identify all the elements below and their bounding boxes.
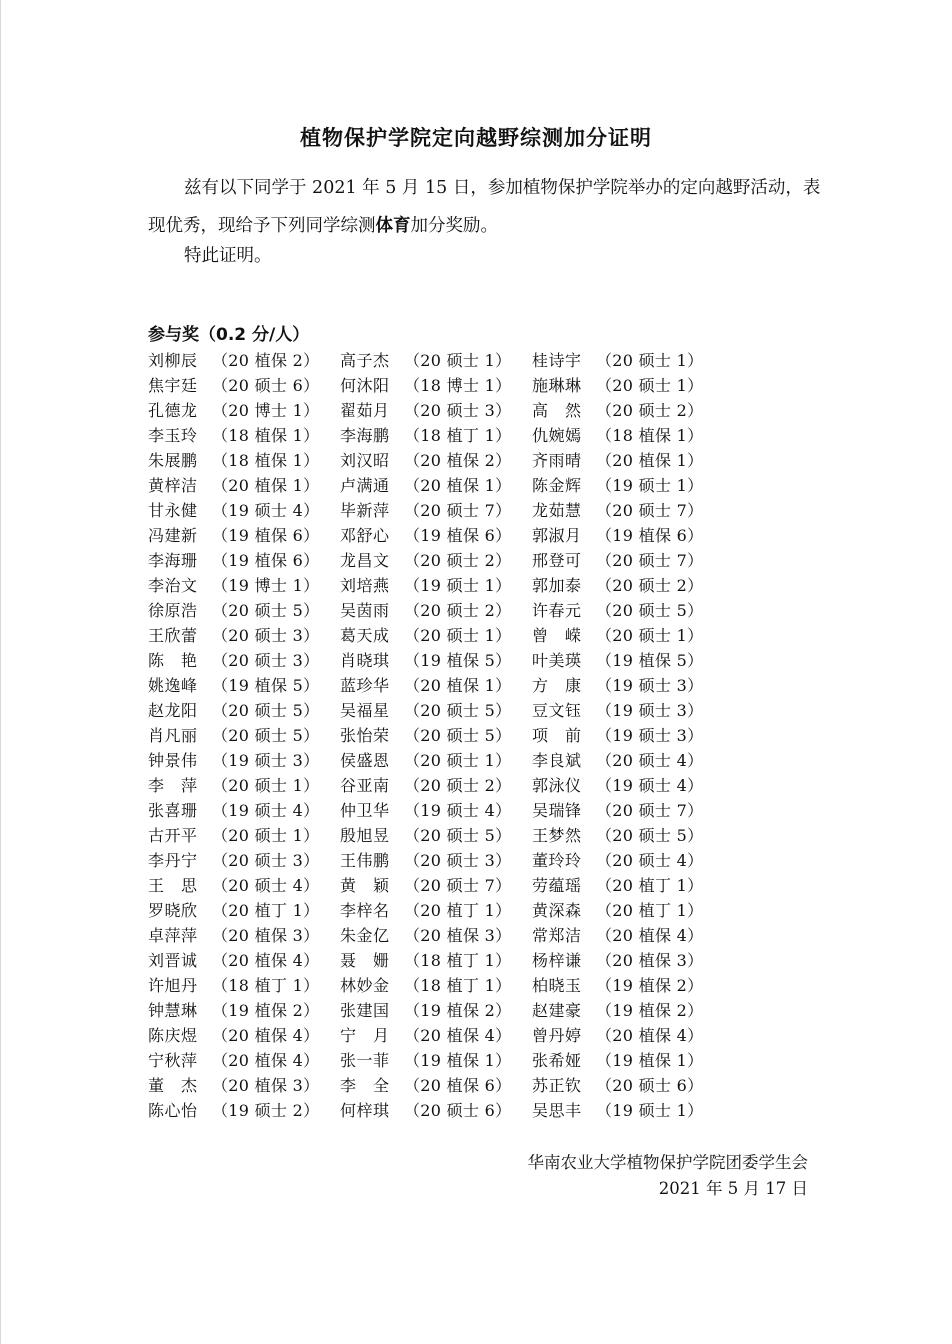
student-name: 李海珊 [148,551,198,570]
student-name: 肖凡丽 [148,726,198,745]
student-entry [532,773,748,798]
student-name: 许旭丹 [148,976,198,995]
student-entry [340,948,532,973]
student-entry [148,448,340,473]
student-entry [148,698,340,723]
student-entry [532,598,748,623]
student-group: （19 硕士 4） [212,801,320,820]
student-name: 李 全 [340,1076,390,1095]
student-entry [532,848,748,873]
student-entry [532,348,748,373]
certify-statement: 特此证明。 [184,246,272,266]
student-group: （20 硕士 3） [404,851,512,870]
student-entry [532,398,748,423]
student-group: （20 植丁 1） [596,901,704,920]
student-entry [340,548,532,573]
student-name: 赵龙阳 [148,701,198,720]
student-group: （20 硕士 5） [596,601,704,620]
student-name: 刘柳辰 [148,351,198,370]
student-group: （20 植保 4） [212,1051,320,1070]
student-name: 龙昌文 [340,551,390,570]
student-group: （20 植保 2） [212,351,320,370]
student-name: 黄深森 [532,901,582,920]
student-group: （18 植丁 1） [404,426,512,445]
student-name: 张一菲 [340,1051,390,1070]
student-group: （20 植保 6） [404,1076,512,1095]
student-group: （20 硕士 7） [404,501,512,520]
student-name: 孔德龙 [148,401,198,420]
student-group: （20 硕士 5） [212,726,320,745]
student-entry [340,848,532,873]
student-entry [340,1023,532,1048]
student-name: 谷亚南 [340,776,390,795]
student-group: （18 植丁 1） [404,976,512,995]
student-group: （20 植保 3） [404,926,512,945]
student-group: （20 硕士 3） [212,651,320,670]
student-name: 王伟鹏 [340,851,390,870]
student-group: （20 硕士 7） [596,501,704,520]
student-entry [340,498,532,523]
student-entry [148,773,340,798]
student-entry [340,473,532,498]
student-entry [148,823,340,848]
document-title: 植物保护学院定向越野综测加分证明 [300,126,652,150]
student-entry [148,623,340,648]
student-entry [148,348,340,373]
student-name: 郭淑月 [532,526,582,545]
student-group: （20 硕士 1） [404,351,512,370]
student-name: 葛天成 [340,626,390,645]
student-roster [148,348,748,1123]
student-entry [532,1048,748,1073]
student-group: （20 植保 1） [596,451,704,470]
student-group: （20 植保 3） [212,926,320,945]
student-group: （20 硕士 5） [404,826,512,845]
student-name: 李海鹏 [340,426,390,445]
student-name: 张希娅 [532,1051,582,1070]
student-name: 吴思丰 [532,1101,582,1120]
student-name: 项 前 [532,726,582,745]
student-name: 杨梓谦 [532,951,582,970]
student-name: 陈 艳 [148,651,198,670]
signature-block [528,1150,809,1202]
student-group: （19 硕士 4） [212,501,320,520]
student-group: （19 植保 5） [404,651,512,670]
student-group: （18 植保 1） [212,451,320,470]
student-group: （19 植保 5） [212,676,320,695]
student-group: （20 硕士 7） [596,551,704,570]
intro-text: 兹有以下同学于 2021 年 5 月 15 日，参加植物保护学院举办的定向越野活动，表现优秀，现给予下列同学综测 [148,178,821,236]
student-group: （19 植保 6） [596,526,704,545]
student-entry [532,373,748,398]
student-group: （20 硕士 2） [596,401,704,420]
student-name: 常郑洁 [532,926,582,945]
student-name: 高 然 [532,401,582,420]
student-group: （20 硕士 3） [212,626,320,645]
student-name: 仲卫华 [340,801,390,820]
student-entry [340,698,532,723]
student-group: （20 植丁 1） [212,901,320,920]
student-group: （19 植保 1） [404,1051,512,1070]
student-name: 陈金辉 [532,476,582,495]
student-name: 姚逸峰 [148,676,198,695]
student-group: （20 植保 1） [212,476,320,495]
student-name: 王 思 [148,876,198,895]
student-entry [340,748,532,773]
student-group: （19 硕士 3） [596,726,704,745]
student-name: 曾丹婷 [532,1026,582,1045]
student-entry [340,598,532,623]
student-name: 刘汉昭 [340,451,390,470]
student-name: 宁秋萍 [148,1051,198,1070]
student-group: （20 博士 1） [212,401,320,420]
student-group: （20 硕士 2） [404,601,512,620]
student-group: （20 硕士 2） [404,551,512,570]
student-entry [532,1098,748,1123]
student-group: （20 硕士 2） [404,776,512,795]
student-group: （19 硕士 3） [596,701,704,720]
student-group: （20 植丁 1） [404,901,512,920]
student-group: （19 硕士 3） [596,676,704,695]
student-name: 林妙金 [340,976,390,995]
student-group: （20 硕士 5） [404,701,512,720]
student-group: （19 植保 6） [212,551,320,570]
student-group: （19 植保 6） [404,526,512,545]
student-entry [148,423,340,448]
student-entry [532,523,748,548]
student-entry [148,1023,340,1048]
student-entry [148,723,340,748]
student-name: 仇婉嫣 [532,426,582,445]
student-name: 郭泳仪 [532,776,582,795]
student-group: （20 硕士 4） [596,751,704,770]
student-name: 卓萍萍 [148,926,198,945]
student-group: （20 硕士 6） [404,1101,512,1120]
student-group: （19 植保 2） [404,1001,512,1020]
student-group: （20 硕士 1） [404,751,512,770]
student-group: （20 硕士 5） [212,701,320,720]
student-name: 钟景伟 [148,751,198,770]
student-group: （20 植保 3） [212,1076,320,1095]
student-entry [532,648,748,673]
student-entry [340,798,532,823]
student-entry [340,823,532,848]
student-entry [532,723,748,748]
student-name: 曾 嵘 [532,626,582,645]
student-name: 齐雨晴 [532,451,582,470]
student-entry [340,898,532,923]
student-name: 王欣蕾 [148,626,198,645]
student-group: （19 硕士 3） [212,751,320,770]
student-name: 毕新萍 [340,501,390,520]
student-entry [148,373,340,398]
student-name: 朱金亿 [340,926,390,945]
student-name: 李梓名 [340,901,390,920]
student-entry [532,498,748,523]
student-entry [340,1048,532,1073]
student-entry [340,998,532,1023]
student-entry [340,573,532,598]
student-entry [148,998,340,1023]
student-name: 柏晓玉 [532,976,582,995]
student-name: 冯建新 [148,526,198,545]
student-name: 邢登可 [532,551,582,570]
student-name: 何沐阳 [340,376,390,395]
student-group: （20 硕士 5） [404,726,512,745]
student-group: （20 植保 4） [212,951,320,970]
student-group: （20 植保 1） [404,676,512,695]
student-name: 何梓琪 [340,1101,390,1120]
student-group: （20 植保 4） [404,1026,512,1045]
student-name: 陈心怡 [148,1101,198,1120]
student-entry [148,798,340,823]
student-entry [532,698,748,723]
student-name: 王梦然 [532,826,582,845]
student-entry [532,673,748,698]
student-entry [148,523,340,548]
student-group: （20 硕士 3） [404,401,512,420]
student-name: 黄 颖 [340,876,390,895]
student-entry [148,973,340,998]
student-name: 劳蕴瑶 [532,876,582,895]
student-entry [148,848,340,873]
student-group: （18 植丁 1） [404,951,512,970]
student-group: （18 植保 1） [212,426,320,445]
student-entry [148,648,340,673]
student-group: （19 植保 2） [212,1001,320,1020]
student-group: （20 硕士 6） [596,1076,704,1095]
student-entry [340,448,532,473]
student-group: （20 硕士 7） [596,801,704,820]
student-entry [340,623,532,648]
issue-date: 2021 年 5 月 17 日 [658,1179,808,1198]
student-name: 李治文 [148,576,198,595]
student-group: （20 硕士 4） [212,876,320,895]
student-name: 苏正钦 [532,1076,582,1095]
page-edge [0,0,1,1344]
student-entry [532,973,748,998]
student-group: （20 植保 2） [404,451,512,470]
student-entry [148,1073,340,1098]
student-entry [340,673,532,698]
student-group: （20 硕士 6） [212,376,320,395]
intro-text-end: 加分奖励。 [410,216,498,236]
student-name: 翟茹月 [340,401,390,420]
student-entry [532,473,748,498]
student-group: （20 硕士 5） [596,826,704,845]
student-name: 叶美瑛 [532,651,582,670]
student-entry [340,773,532,798]
student-name: 吴福星 [340,701,390,720]
award-heading: 参与奖（0.2 分/人） [148,325,310,345]
student-name: 刘培燕 [340,576,390,595]
student-entry [532,998,748,1023]
student-name: 钟慧琳 [148,1001,198,1020]
student-group: （20 硕士 1） [404,626,512,645]
student-entry [148,873,340,898]
student-name: 宁 月 [340,1026,390,1045]
student-group: （20 植保 4） [212,1026,320,1045]
student-entry [532,898,748,923]
student-group: （19 硕士 4） [404,801,512,820]
student-name: 肖晓琪 [340,651,390,670]
student-group: （20 硕士 1） [212,826,320,845]
student-name: 朱展鹏 [148,451,198,470]
student-entry [532,1023,748,1048]
student-group: （20 硕士 3） [212,851,320,870]
student-name: 焦宇廷 [148,376,198,395]
intro-paragraph [148,169,828,245]
student-group: （20 植保 4） [596,926,704,945]
student-group: （19 硕士 1） [404,576,512,595]
student-name: 李玉玲 [148,426,198,445]
student-name: 李良斌 [532,751,582,770]
student-entry [532,748,748,773]
student-name: 徐原浩 [148,601,198,620]
student-entry [532,573,748,598]
student-entry [148,673,340,698]
student-group: （19 植保 1） [596,1051,704,1070]
student-entry [532,873,748,898]
student-group: （20 硕士 2） [596,576,704,595]
student-entry [340,348,532,373]
student-name: 龙茹慧 [532,501,582,520]
student-group: （20 硕士 7） [404,876,512,895]
student-group: （20 植保 4） [596,1026,704,1045]
student-entry [148,548,340,573]
student-entry [340,648,532,673]
student-entry [532,923,748,948]
student-name: 古开平 [148,826,198,845]
student-entry [340,923,532,948]
student-entry [148,598,340,623]
student-entry [532,448,748,473]
student-entry [340,523,532,548]
student-entry [532,948,748,973]
student-entry [148,1098,340,1123]
student-name: 蓝珍华 [340,676,390,695]
student-entry [340,723,532,748]
student-entry [340,873,532,898]
student-name: 方 康 [532,676,582,695]
intro-emphasis: 体育 [375,216,411,236]
student-name: 刘晋诚 [148,951,198,970]
student-name: 李丹宁 [148,851,198,870]
student-group: （18 植丁 1） [212,976,320,995]
student-entry [532,548,748,573]
student-group: （19 硕士 1） [596,476,704,495]
student-name: 豆文钰 [532,701,582,720]
student-entry [532,623,748,648]
student-name: 桂诗宇 [532,351,582,370]
student-name: 施琳琳 [532,376,582,395]
student-name: 侯盛恩 [340,751,390,770]
student-name: 张怡荣 [340,726,390,745]
student-group: （20 植保 3） [596,951,704,970]
student-entry [148,748,340,773]
student-group: （19 植保 5） [596,651,704,670]
student-group: （19 植保 6） [212,526,320,545]
student-name: 董 杰 [148,1076,198,1095]
student-entry [532,1073,748,1098]
student-group: （18 博士 1） [404,376,512,395]
student-name: 甘永健 [148,501,198,520]
student-entry [340,398,532,423]
student-group: （20 硕士 1） [212,776,320,795]
student-name: 聂 姗 [340,951,390,970]
student-group: （19 植保 2） [596,976,704,995]
student-group: （18 植保 1） [596,426,704,445]
student-group: （19 硕士 4） [596,776,704,795]
student-entry [148,573,340,598]
student-group: （20 硕士 4） [596,851,704,870]
student-entry [532,823,748,848]
student-entry [148,473,340,498]
student-entry [340,373,532,398]
student-name: 高子杰 [340,351,390,370]
student-name: 陈庆煜 [148,1026,198,1045]
student-entry [532,423,748,448]
student-entry [340,973,532,998]
student-entry [340,1098,532,1123]
student-entry [148,923,340,948]
student-group: （20 硕士 5） [212,601,320,620]
student-group: （19 硕士 1） [596,1101,704,1120]
student-name: 吴茵雨 [340,601,390,620]
student-name: 赵建豪 [532,1001,582,1020]
student-name: 董玲玲 [532,851,582,870]
student-entry [148,898,340,923]
student-name: 罗晓欣 [148,901,198,920]
student-entry [148,398,340,423]
student-group: （20 硕士 1） [596,376,704,395]
student-entry [148,1048,340,1073]
student-name: 郭加泰 [532,576,582,595]
student-name: 邓舒心 [340,526,390,545]
student-group: （19 博士 1） [212,576,320,595]
student-group: （20 硕士 1） [596,351,704,370]
student-name: 殷旭昱 [340,826,390,845]
student-name: 吴瑞锋 [532,801,582,820]
student-entry [148,498,340,523]
student-group: （19 硕士 2） [212,1101,320,1120]
student-name: 黄梓洁 [148,476,198,495]
student-name: 李 萍 [148,776,198,795]
student-group: （20 硕士 1） [596,626,704,645]
student-name: 张建国 [340,1001,390,1020]
student-group: （20 植保 1） [404,476,512,495]
student-name: 许春元 [532,601,582,620]
issuer-name: 华南农业大学植物保护学院团委学生会 [527,1153,808,1172]
student-entry [532,798,748,823]
student-entry [340,1073,532,1098]
student-group: （19 植保 2） [596,1001,704,1020]
student-group: （20 植丁 1） [596,876,704,895]
student-entry [340,423,532,448]
student-name: 卢满通 [340,476,390,495]
student-name: 张喜珊 [148,801,198,820]
student-entry [148,948,340,973]
